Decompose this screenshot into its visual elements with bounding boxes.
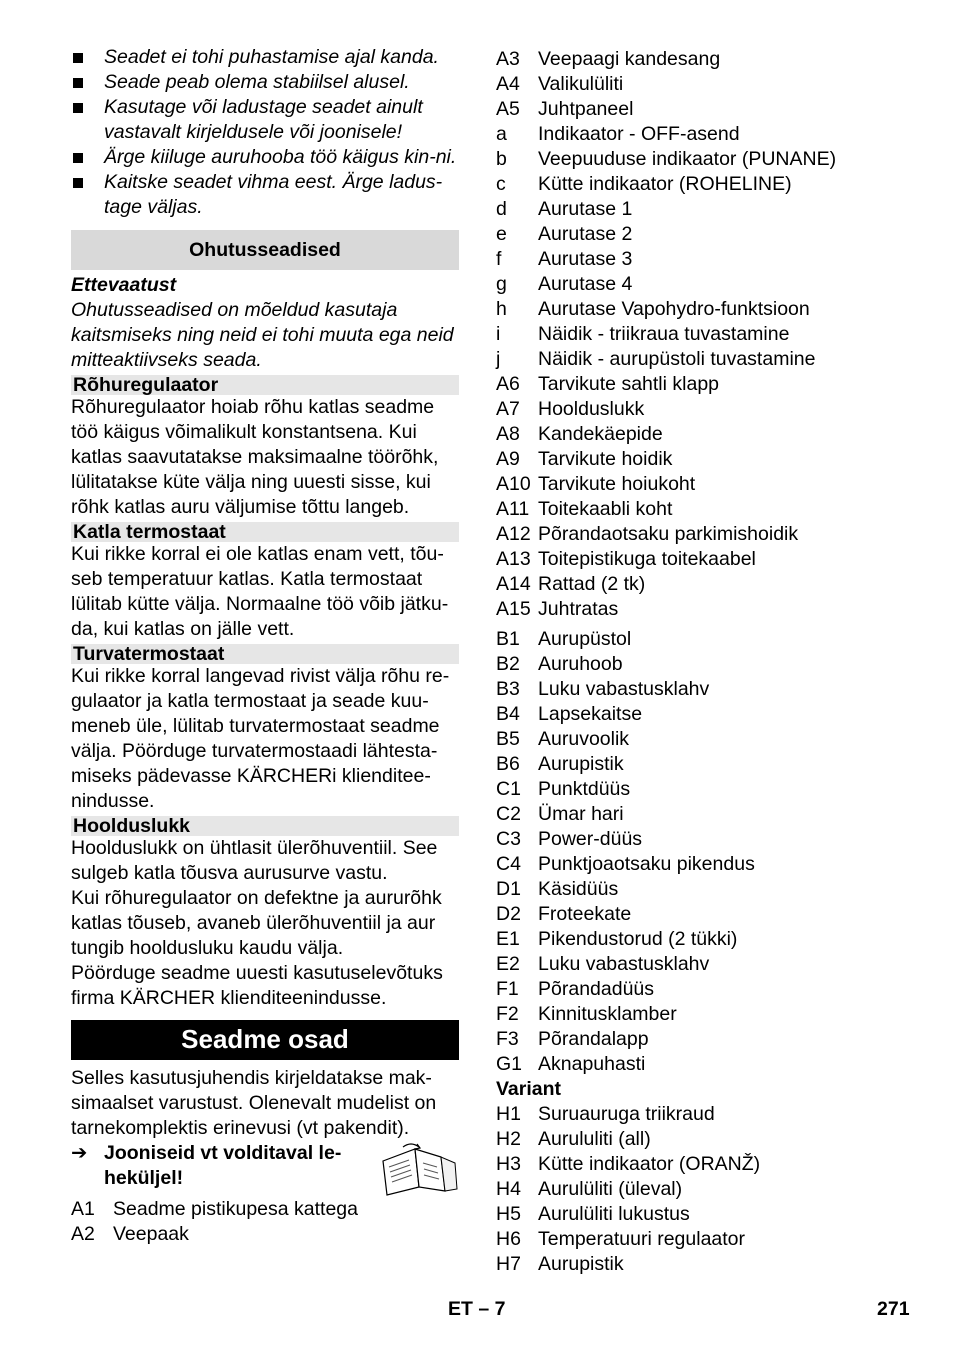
list-item: d Aurutase 1 (496, 198, 633, 220)
list-item: G1 Aknapuhasti (496, 1053, 646, 1075)
bullet-item: Kaitske seadet vihma eest. Ärge ladus-tage väljas. (71, 170, 459, 220)
paragraph: Rõhuregulaator hoiab rõhu katlas seadme töö käigus võimalikult konstantsena. Kui katlas saavutatakse maksimaalne töörõhk, lülitatakse küte välja ning uuesti sisse, kui rõhk katlas auru väljumise tõttu langeb. (71, 396, 439, 518)
list-item: h Aurutase Vapohydro-funktsioon (496, 298, 810, 320)
list-item: j Näidik - aurupüstoli tuvastamine (496, 348, 816, 370)
list-item: A1 Seadme pistikupesa kattega (71, 1198, 358, 1220)
right-column (496, 47, 926, 1277)
list-item: A9 Tarvikute hoidik (496, 448, 673, 470)
paragraph: Pöörduge seadme uuesti kasutuselevõtuks firma KÄRCHER klienditeenindusse. (71, 962, 443, 1009)
bullet-item: Seade peab olema stabiilsel alusel. (71, 70, 459, 95)
paragraph: Kui rõhuregulaator on defektne ja aururõhk katlas tõuseb, avaneb ülerõhuventiil ja aur tungib hooldusluku kaudu välja. (71, 887, 442, 959)
list-item: H7 Aurupistik (496, 1253, 624, 1275)
list-item: c Kütte indikaator (ROHELINE) (496, 173, 792, 195)
list-item: f Aurutase 3 (496, 248, 633, 270)
list-item: C4 Punktjoaotsaku pikendus (496, 853, 755, 875)
list-item: B4 Lapsekaitse (496, 703, 643, 725)
list-item: F2 Kinnitusklamber (496, 1003, 677, 1025)
parts-list-c (496, 1102, 926, 1277)
list-item: H6 Temperatuuri regulaator (496, 1228, 746, 1250)
list-item: B3 Luku vabastusklahv (496, 678, 710, 700)
device-parts-heading: Seadme osad (71, 1020, 459, 1060)
warning-title: Ettevaatust (71, 274, 177, 296)
arrow-right-icon: ➔ (71, 1142, 88, 1164)
paragraph: Kui rikke korral ei ole katlas enam vett, tõu-seb temperatuur katlas. Katla termostaat lülitab kütte välja. Normaalne töö võib jätku-da, kui katlas on jälle vett. (71, 543, 449, 640)
list-item: B1 Aurupüstol (496, 628, 632, 650)
list-item: D1 Käsidüüs (496, 878, 619, 900)
fold-out-reference (71, 1141, 459, 1197)
list-item: F1 Põrandadüüs (496, 978, 655, 1000)
fold-out-note: ➔ Jooniseid vt volditaval le-heküljel! (71, 1142, 342, 1189)
bullet-item: Kasutage või ladustage seadet ainult vastavalt kirjeldusele või joonisele! (71, 95, 459, 145)
list-item: A8 Kandekäepide (496, 423, 663, 445)
page-section-label: ET – 7 (448, 1298, 506, 1320)
list-item: A2 Veepaak (71, 1223, 189, 1245)
left-column (71, 45, 459, 1247)
list-item: H4 Aurulüliti (üleval) (496, 1178, 683, 1200)
subheading-pressure-regulator: Rõhuregulaator (71, 375, 459, 395)
list-item: B2 Auruhoob (496, 653, 623, 675)
list-item: F3 Põrandalapp (496, 1028, 649, 1050)
list-item: H5 Aurulüliti lukustus (496, 1203, 690, 1225)
parts-list-left (71, 1197, 459, 1247)
parts-list-a (496, 47, 926, 622)
list-item: C2 Ümar hari (496, 803, 624, 825)
square-bullet-icon (73, 78, 83, 88)
device-parts-intro: Selles kasutusjuhendis kirjeldatakse mak-simaalset varustust. Olenevalt mudelist on tarnekomplektis erinevusi (vt pakendit). (71, 1067, 437, 1139)
list-item: A14 Rattad (2 tk) (496, 573, 646, 595)
list-item: B5 Auruvoolik (496, 728, 630, 750)
subheading-boiler-thermostat: Katla termostaat (71, 522, 459, 542)
list-item: A12 Põrandaotsaku parkimishoidik (496, 523, 799, 545)
list-item: A7 Hoolduslukk (496, 398, 645, 420)
list-item: A5 Juhtpaneel (496, 98, 634, 120)
list-item: H2 Aurululiti (all) (496, 1128, 651, 1150)
safety-bullet-list (71, 45, 459, 220)
warning-text: Ohutusseadised on mõeldud kasutaja kaitsmiseks ning neid ei tohi muuta ega neid mitteaktiivseks seada. (71, 299, 454, 371)
subheading-service-lock: Hoolduslukk (71, 816, 459, 836)
square-bullet-icon (73, 153, 83, 163)
square-bullet-icon (73, 178, 83, 188)
list-item: E2 Luku vabastusklahv (496, 953, 710, 975)
bullet-item: Seadet ei tohi puhastamise ajal kanda. (71, 45, 459, 70)
list-item: A15 Juhtratas (496, 598, 619, 620)
paragraph: Hoolduslukk on ühtlasit ülerõhuventiil. See sulgeb katla tõusva aurusurve vastu. (71, 837, 438, 884)
list-item: A3 Veepaagi kandesang (496, 48, 721, 70)
list-item: B6 Aurupistik (496, 753, 624, 775)
list-item: H1 Suruauruga triikraud (496, 1103, 715, 1125)
list-item: D2 Froteekate (496, 903, 632, 925)
list-item: e Aurutase 2 (496, 223, 633, 245)
list-item: C3 Power-düüs (496, 828, 643, 850)
list-item: g Aurutase 4 (496, 273, 633, 295)
list-item: C1 Punktdüüs (496, 778, 631, 800)
subheading-safety-thermostat: Turvatermostaat (71, 644, 459, 664)
bullet-item: Ärge kiiluge auruhooba töö käigus kin-ni. (71, 145, 459, 170)
parts-list-b (496, 627, 926, 1077)
list-item: a Indikaator - OFF-asend (496, 123, 740, 145)
list-item: H3 Kütte indikaator (ORANŽ) (496, 1153, 761, 1175)
paragraph: Kui rikke korral langevad rivist välja rõhu re-gulaator ja katla termostaat ja seade kuu-meneb üle, lülitab turvatermostaat seadme välja. Pöörduge turvatermostaadi lähtesta-miseks pädevasse KÄRCHERi klienditee-nindusse. (71, 665, 450, 812)
safety-devices-heading: Ohutusseadised (71, 230, 459, 270)
list-item: i Näidik - triikraua tuvastamine (496, 323, 790, 345)
list-item: E1 Pikendustorud (2 tükki) (496, 928, 738, 950)
list-item: A13 Toitepistikuga toitekaabel (496, 548, 756, 570)
list-item: b Veepuuduse indikaator (PUNANE) (496, 148, 837, 170)
list-item: A6 Tarvikute sahtli klapp (496, 373, 720, 395)
list-item: A10 Tarvikute hoiukoht (496, 473, 696, 495)
variant-label: Variant (496, 1078, 562, 1100)
book-icon (379, 1141, 459, 1197)
list-item: A11 Toitekaabli koht (496, 498, 673, 520)
square-bullet-icon (73, 103, 83, 113)
page-number: 271 (877, 1298, 910, 1320)
list-item: A4 Valikulüliti (496, 73, 624, 95)
square-bullet-icon (73, 53, 83, 63)
